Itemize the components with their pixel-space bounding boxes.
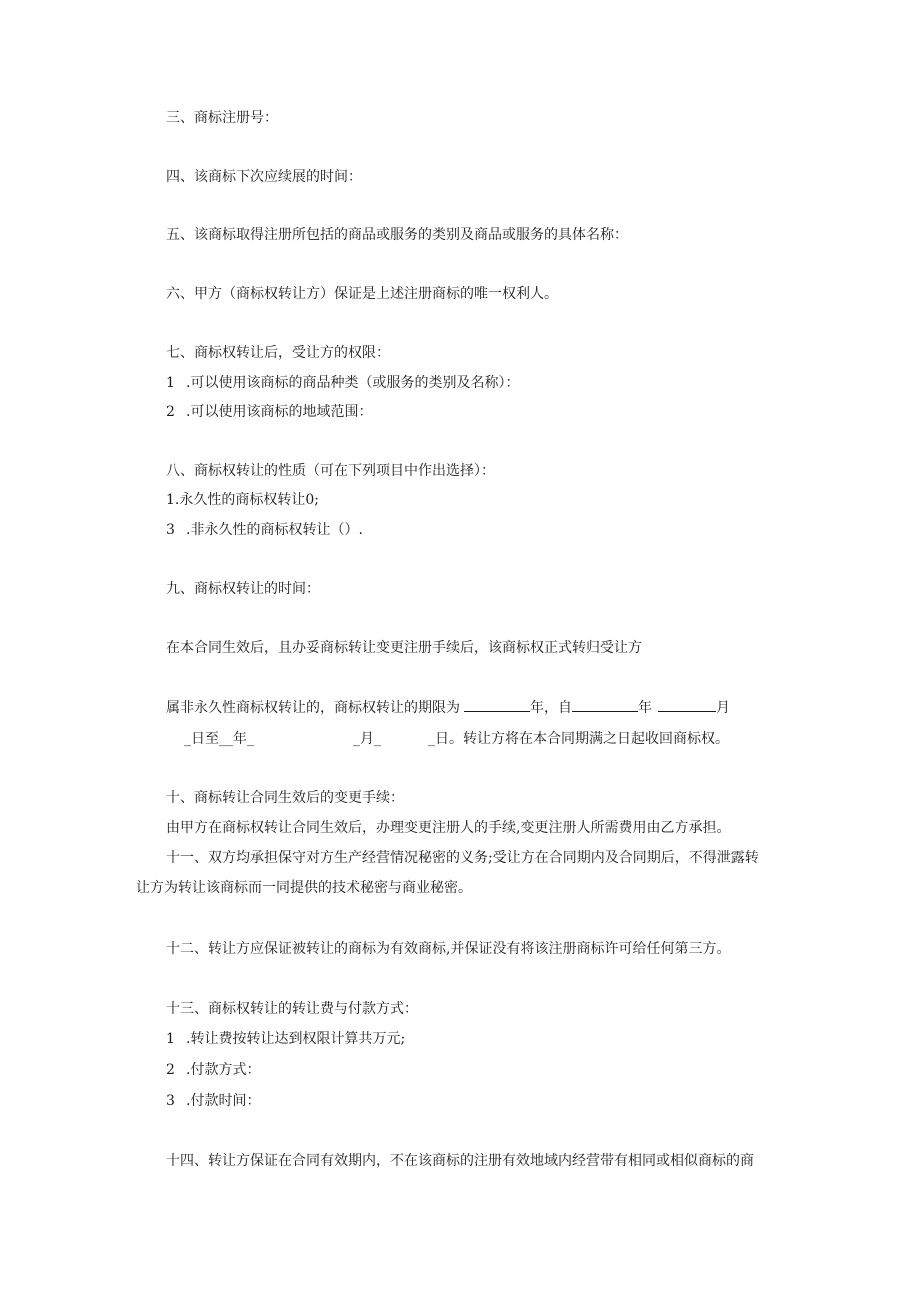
section-4-title: 四、该商标下次应续展的时间： [166, 169, 362, 185]
section-13-item-1 [166, 1029, 405, 1049]
section-13-item-3 [166, 1091, 260, 1111]
section-9-term-line [166, 697, 730, 717]
item-number: 3 [166, 522, 175, 538]
fill-blank-start-year [572, 697, 638, 712]
item-text: .付款时间： [186, 1093, 261, 1109]
section-3-title: 三、商标注册号： [166, 110, 278, 126]
item-number: 2 [166, 404, 175, 420]
section-10-title: 十、商标转让合同生效后的变更手续： [166, 790, 404, 806]
fill-blank-start-month [658, 697, 716, 712]
fill-blank-years [464, 697, 530, 712]
item-text: .非永久性的商标权转让（）. [186, 522, 363, 538]
term-text-year: 年 [638, 700, 652, 716]
item-text: .转让费按转让达到权限计算共万元; [186, 1031, 406, 1047]
section-11-line-2: 让方为转让该商标而一同提供的技术秘密与商业秘密。 [136, 880, 472, 896]
section-8-item-1: 1.永久性的商标权转让0; [166, 492, 319, 508]
item-number: 1 [166, 375, 175, 391]
item-text: .付款方式： [186, 1062, 261, 1078]
section-9-term-end-a: _日至__年_ [184, 731, 254, 747]
section-9-paragraph-1: 在本合同生效后，且办妥商标转让变更注册手续后，该商标权正式转归受让方 [166, 640, 642, 656]
section-9-title: 九、商标权转让的时间： [166, 581, 320, 597]
item-number: 2 [166, 1062, 175, 1078]
item-text: .可以使用该商标的地域范围： [186, 404, 373, 420]
section-13-title: 十三、商标权转让的转让费与付款方式： [166, 1001, 418, 1017]
section-11-line-1: 十一、双方均承担保守对方生产经营情况秘密的义务;受让方在合同期内及合同期后，不得泄露转 [166, 850, 759, 866]
section-13-item-2 [166, 1060, 260, 1080]
section-7-item-1 [166, 373, 519, 393]
term-text-month: 月 [716, 700, 730, 716]
section-7-title: 七、商标权转让后，受让方的权限： [166, 345, 390, 361]
section-8-item-3 [166, 520, 363, 540]
section-9-term-end-b: _月_ [353, 731, 381, 747]
section-12-title: 十二、转让方应保证被转让的商标为有效商标,并保证没有将该注册商标许可给任何第三方。 [166, 941, 731, 957]
section-8-title: 八、商标权转让的性质（可在下列项目中作出选择）： [166, 463, 495, 479]
section-9-term-end-c: _日。转让方将在本合同期满之日起收回商标权。 [428, 731, 729, 747]
item-number: 1 [166, 1031, 175, 1047]
item-number: 3 [166, 1093, 175, 1109]
section-10-paragraph: 由甲方在商标权转让合同生效后，办理变更注册人的手续,变更注册人所需费用由乙方承担。 [166, 820, 731, 836]
section-7-item-2 [166, 402, 372, 422]
term-text: 属非永久性商标权转让的，商标权转让的期限为 [166, 700, 460, 716]
term-text-years-from: 年，自 [530, 700, 572, 716]
section-14-line-1: 十四、转让方保证在合同有效期内，不在该商标的注册有效地域内经营带有相同或相似商标的商 [166, 1153, 754, 1169]
section-6-title: 六、甲方（商标权转让方）保证是上述注册商标的唯一权利人。 [166, 286, 558, 302]
section-5-title: 五、该商标取得注册所包括的商品或服务的类别及商品或服务的具体名称： [166, 227, 628, 243]
item-text: .可以使用该商标的商品种类（或服务的类别及名称）： [186, 375, 520, 391]
